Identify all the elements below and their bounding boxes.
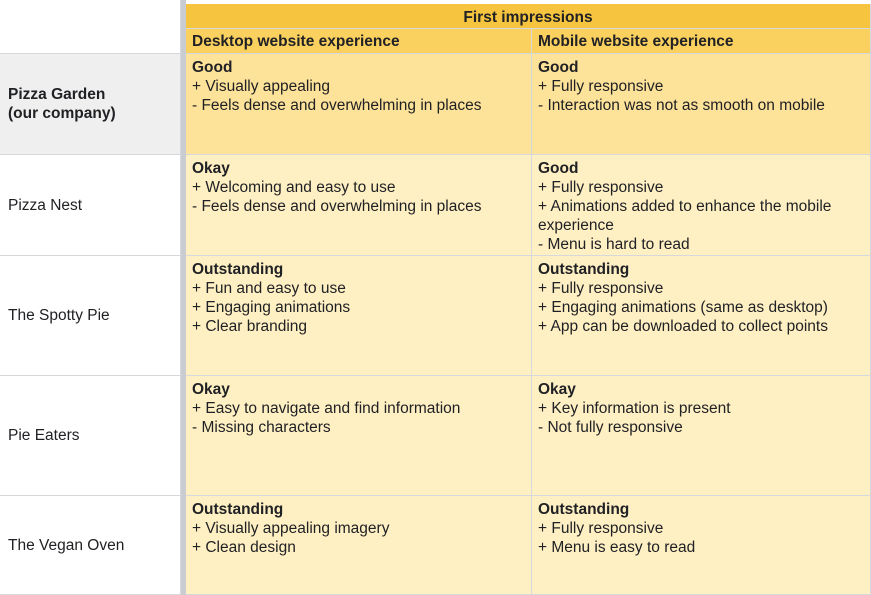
note-line: experience	[538, 217, 614, 234]
group-header-cell[interactable]	[186, 4, 871, 29]
rating-text: Good	[538, 160, 579, 177]
note-line: + Fully responsive	[538, 280, 664, 297]
rating-text: Outstanding	[192, 501, 284, 518]
header-mobile-cell[interactable]	[532, 29, 871, 54]
note-line: + Key information is present	[538, 400, 731, 417]
note-line: - Interaction was not as smooth on mobile	[538, 97, 825, 114]
company-name: The Spotty Pie	[8, 307, 110, 324]
header-mobile-text: Mobile website experience	[538, 33, 734, 50]
note-line: + Fully responsive	[538, 179, 664, 196]
note-line: + Menu is easy to read	[538, 539, 696, 556]
note-line: + Clean design	[192, 539, 296, 556]
note-line: + Animations added to enhance the mobile	[538, 198, 832, 215]
note-line: + Engaging animations (same as desktop)	[538, 299, 828, 316]
row-label-cell[interactable]	[0, 256, 181, 376]
note-line: + Fully responsive	[538, 520, 664, 537]
desktop-cell[interactable]	[186, 376, 532, 496]
company-name: Pizza Nest	[8, 196, 83, 214]
mobile-cell[interactable]	[532, 256, 871, 376]
rating-text: Okay	[192, 160, 230, 177]
corner-cell[interactable]	[0, 0, 181, 54]
row-label-cell[interactable]	[0, 496, 181, 595]
note-line: - Feels dense and overwhelming in places	[192, 198, 482, 215]
desktop-cell[interactable]	[186, 54, 532, 155]
mobile-cell[interactable]	[532, 155, 871, 256]
mobile-cell[interactable]	[532, 496, 871, 595]
rating-text: Outstanding	[538, 261, 630, 278]
note-line: - Not fully responsive	[538, 419, 683, 436]
mobile-cell[interactable]	[532, 376, 871, 496]
row-label-cell[interactable]	[0, 155, 181, 256]
note-line: - Missing characters	[192, 419, 331, 436]
note-line: + Fun and easy to use	[192, 280, 346, 297]
rating-text: Outstanding	[192, 261, 284, 278]
note-line: + Welcoming and easy to use	[192, 179, 396, 196]
rating-text: Good	[538, 59, 579, 76]
note-line: + Visually appealing	[192, 78, 331, 95]
note-line: + Easy to navigate and find information	[192, 400, 461, 417]
company-name: Pie Eaters	[8, 427, 80, 444]
row-label-cell[interactable]	[0, 54, 181, 155]
mobile-cell[interactable]	[532, 54, 871, 155]
note-line: + App can be downloaded to collect points	[538, 318, 828, 335]
note-line: + Fully responsive	[538, 78, 664, 95]
company-note: (our company)	[8, 105, 116, 122]
header-desktop-text: Desktop website experience	[192, 33, 400, 50]
note-line: + Clear branding	[192, 318, 308, 335]
rating-text: Okay	[192, 381, 230, 398]
company-name: Pizza Garden	[8, 86, 106, 103]
note-line: + Engaging animations	[192, 299, 351, 316]
rating-text: Good	[192, 59, 233, 76]
row-label-cell[interactable]	[0, 376, 181, 496]
desktop-cell[interactable]	[186, 256, 532, 376]
desktop-cell[interactable]	[186, 496, 532, 595]
company-name: The Vegan Oven	[8, 536, 125, 554]
note-line: + Visually appealing imagery	[192, 520, 390, 537]
note-line: - Feels dense and overwhelming in places	[192, 97, 482, 114]
rating-text: Okay	[538, 381, 576, 398]
note-line: - Menu is hard to read	[538, 236, 690, 253]
group-header-text: First impressions	[463, 9, 593, 26]
rating-text: Outstanding	[538, 501, 630, 518]
desktop-cell[interactable]	[186, 155, 532, 256]
header-desktop-cell[interactable]	[186, 29, 532, 54]
